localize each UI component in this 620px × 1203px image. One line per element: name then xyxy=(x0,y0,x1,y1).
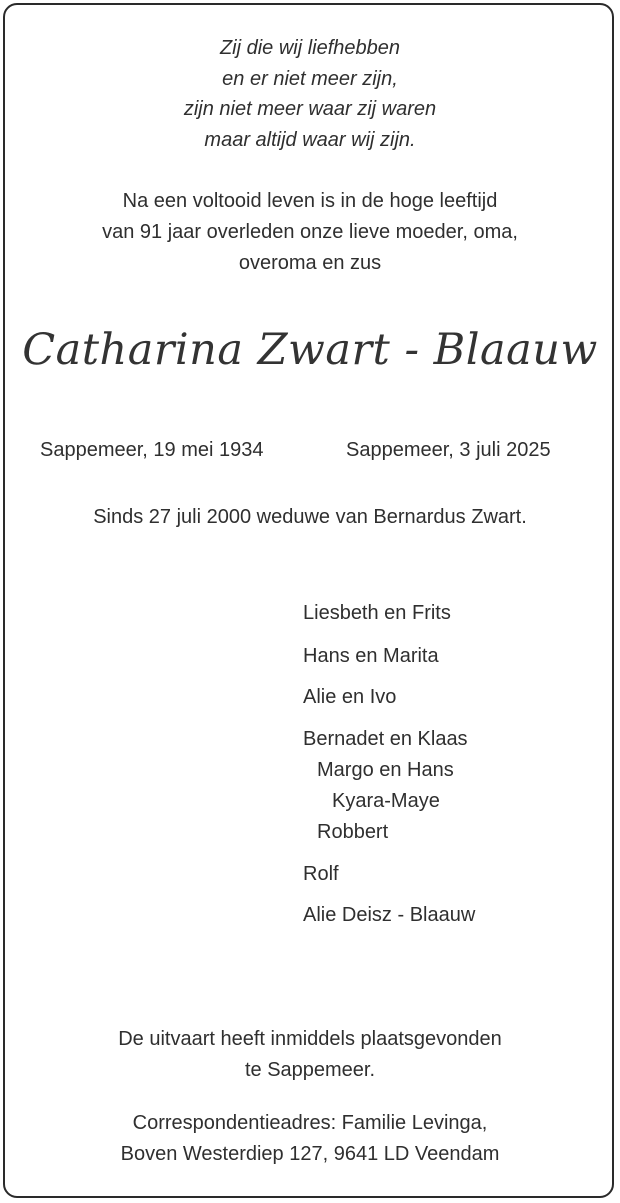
family-member: Alie Deisz - Blaauw xyxy=(303,904,476,926)
address-line: Boven Westerdiep 127, 9641 LD Veendam xyxy=(120,1143,500,1165)
announcement-text xyxy=(0,186,620,279)
poem-line: zijn niet meer waar zij waren xyxy=(183,98,437,120)
announcement-line: overoma en zus xyxy=(238,252,382,274)
family-member: Alie en Ivo xyxy=(303,686,397,708)
widow-note: Sinds 27 juli 2000 weduwe van Bernardus Zwart. xyxy=(93,506,527,528)
birth-date: Sappemeer, 19 mei 1934 xyxy=(40,439,264,461)
family-member: Bernadet en Klaas xyxy=(303,728,468,750)
announcement-line: van 91 jaar overleden onze lieve moeder, oma, xyxy=(102,221,518,243)
poem-line: Zij die wij liefhebben xyxy=(219,37,401,59)
family-member: Margo en Hans xyxy=(317,759,454,781)
funeral-note xyxy=(0,1024,620,1086)
death-date: Sappemeer, 3 juli 2025 xyxy=(346,439,551,461)
family-member: Hans en Marita xyxy=(303,645,439,667)
announcement-line: Na een voltooid leven is in de hoge leeftijd xyxy=(122,190,498,212)
poem-line: en er niet meer zijn, xyxy=(222,67,398,90)
correspondence-address xyxy=(0,1108,620,1170)
deceased-name: Catharina Zwart - Blaauw xyxy=(22,325,598,375)
family-member: Rolf xyxy=(303,863,339,885)
family-member: Kyara-Maye xyxy=(332,790,440,812)
address-line: Correspondentieadres: Familie Levinga, xyxy=(132,1112,488,1134)
poem xyxy=(0,33,620,155)
family-member: Robbert xyxy=(317,821,389,843)
funeral-line: te Sappemeer. xyxy=(244,1059,376,1081)
funeral-line: De uitvaart heeft inmiddels plaatsgevonden xyxy=(118,1028,502,1050)
family-member: Liesbeth en Frits xyxy=(303,602,451,624)
poem-line: maar altijd waar wij zijn. xyxy=(204,128,416,151)
